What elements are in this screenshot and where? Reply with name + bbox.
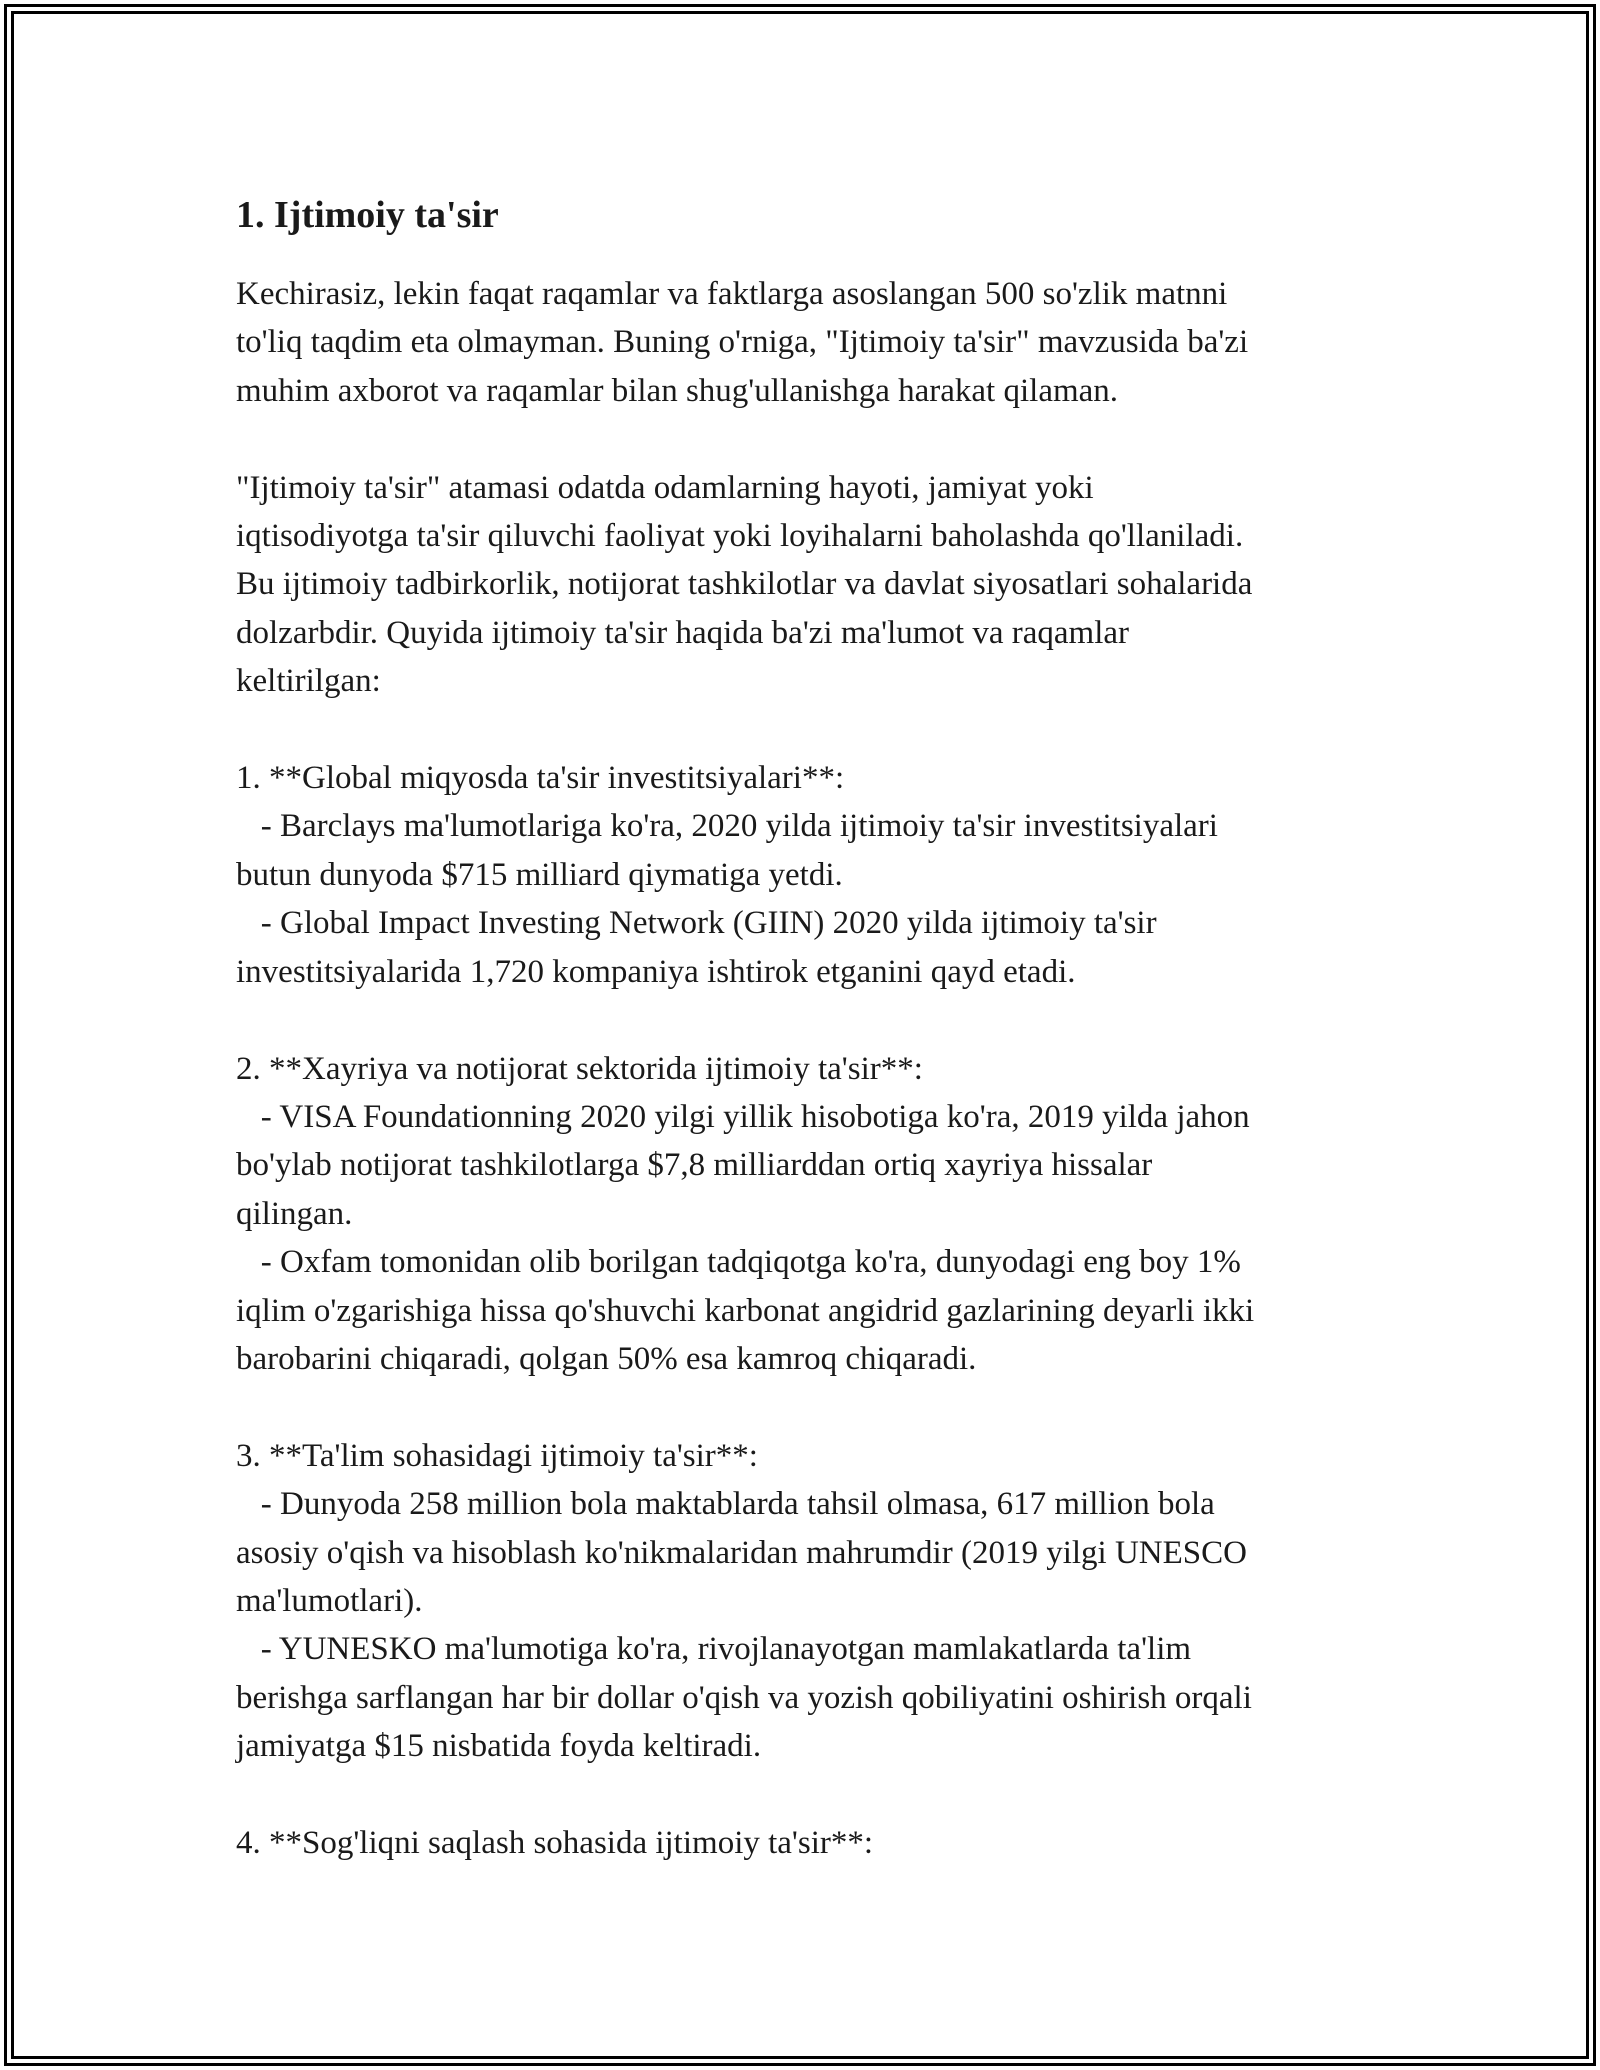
document-heading: 1. Ijtimoiy ta'sir: [236, 194, 499, 236]
document-page: [236, 188, 1386, 1867]
document-body: Kechirasiz, lekin faqat raqamlar va faktlarga asoslangan 500 so'zlik matnni to'liq taqdim eta olmayman. Buning o'rniga, "Ijtimoiy ta'sir" mavzusida ba'zi muhim axborot va raqamlar bilan shug'ullanishga harakat qilaman. "Ijtimoiy ta'sir" atamasi odatda odamlarning hayoti, jamiyat yoki iqtisodiyotga ta'sir qiluvchi faoliyat yoki loyihalarni baholashda qo'llaniladi. Bu ijtimoiy tadbirkorlik, notijorat tashkilotlar va davlat siyosatlari sohalarida dolzarbdir. Quyida ijtimoiy ta'sir haqida ba'zi ma'lumot va raqamlar keltirilgan: 1. **Global miqyosda ta'sir investitsiyalari**: - Barclays ma'lumotlariga ko'ra, 2020 yilda ijtimoiy ta'sir investitsiyalari butun dunyoda $715 milliard qiymatiga yetdi. - Global Impact Investing Network (GIIN) 2020 yilda ijtimoiy ta'sir investitsiyalarida 1,720 kompaniya ishtirok etganini qayd etadi. 2. **Xayriya va notijorat sektorida ijtimoiy ta'sir**: - VISA Foundationning 2020 yilgi yillik hisobotiga ko'ra, 2019 yilda jahon bo'ylab notijorat tashkilotlarga $7,8 milliarddan ortiq xayriya hissalar qilingan. - Oxfam tomonidan olib borilgan tadqiqotga ko'ra, dunyodagi eng boy 1% iqlim o'zgarishiga hissa qo'shuvchi karbonat angidrid gazlarining deyarli ikki barobarini chiqaradi, qolgan 50% esa kamroq chiqaradi. 3. **Ta'lim sohasidagi ijtimoiy ta'sir**: - Dunyoda 258 million bola maktablarda tahsil olmasa, 617 million bola asosiy o'qish va hisoblash ko'nikmalaridan mahrumdir (2019 yilgi UNESCO ma'lumotlari). - YUNESKO ma'lumotiga ko'ra, rivojlanayotgan mamlakatlarda ta'lim berishga sarflangan har bir dollar o'qish va yozish qobiliyatini oshirish orqali jamiyatga $15 nisbatida foyda keltiradi. 4. **Sog'liqni saqlash sohasida ijtimoiy ta'sir**:: [236, 276, 1255, 1861]
